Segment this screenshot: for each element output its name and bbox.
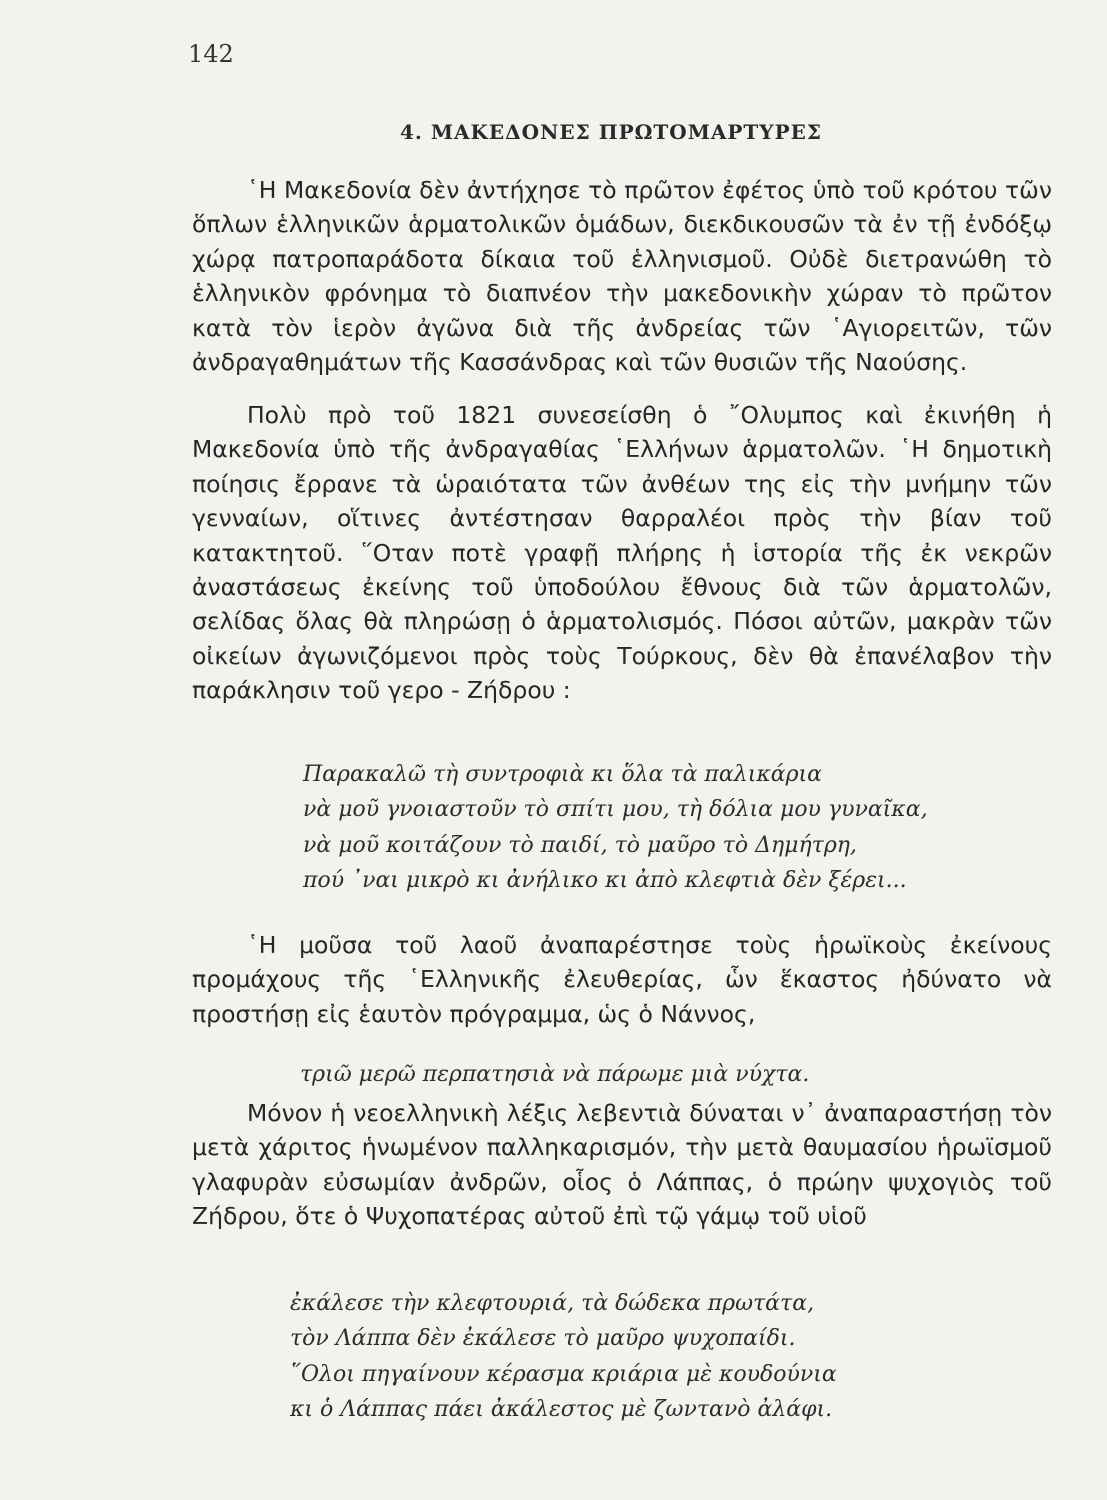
verse-line: ἐκάλεσε τὴν κλεφτουριά, τὰ δώδεκα πρωτάτα, <box>290 1291 815 1316</box>
chapter-heading: 4. ΜΑΚΕΔΟΝΕΣ ΠΡΩΤΟΜΑΡΤΥΡΕΣ <box>400 120 823 144</box>
paragraph: Πολὺ πρὸ τοῦ 1821 συνεσείσθη ὁ ῎Ολυμπος καὶ ἐκινήθη ἡ Μακεδονία ὑπὸ τῆς ἀνδραγαθίας ῾Ελλήνων ἁρματολῶν. ῾Η δημοτικὴ ποίησις ἔρρανε τὰ ὡραιότατα τῶν ἀνθέων της εἰς τὴν μνήμην τῶν γενναίων, οἵτινες ἀντέστησαν θαρραλέοι πρὸς τὴν βίαν τοῦ κατακτητοῦ. ῞Οταν ποτὲ γραφῇ πλήρης ἡ ἱστορία τῆς ἐκ νεκρῶν ἀναστάσεως ἐκείνης τοῦ ὑποδούλου ἔθνους διὰ τῶν ἁρματολῶν, σελίδας ὅλας θὰ πληρώσῃ ὁ ἁρματολισμός. Πόσοι αὐτῶν, μακρὰν τῶν οἰκείων ἀγωνιζόμενοι πρὸς τοὺς Τούρκους, δὲν θὰ ἐπανέλαβον τὴν παράκλησιν τοῦ γερο - Ζήδρου : <box>192 401 1052 705</box>
paragraph-1-block <box>192 173 1052 379</box>
verse-zidros <box>303 757 928 898</box>
paragraph-4-block <box>192 1096 1052 1234</box>
verse-line: νὰ μοῦ κοιτάζουν τὸ παιδί, τὸ μαῦρο τὸ Δημήτρη, <box>303 832 857 858</box>
paragraph-2-block <box>192 398 1052 708</box>
verse-lappas <box>290 1286 837 1427</box>
verse-line: κι ὁ Λάππας πάει ἀκάλεστος μὲ ζωντανὸ ἀλάφι. <box>290 1396 833 1422</box>
verse-line: Παρακαλῶ τὴ συντροφιὰ κι ὅλα τὰ παλικάρια <box>303 762 823 787</box>
paragraph: ῾Η μοῦσα τοῦ λαοῦ ἀναπαρέστησε τοὺς ἡρωϊκοὺς ἐκείνους προμάχους τῆς ῾Ελληνικῆς ἐλευθερίας, ὧν ἕκαστος ἠδύνατο νὰ προστήσῃ εἰς ἑαυτὸν πρόγραμμα, ὡς ὁ Νάννος, <box>192 931 1052 1028</box>
verse-line: νὰ μοῦ γνοιαστοῦν τὸ σπίτι μου, τὴ δόλια μου γυναῖκα, <box>303 797 928 823</box>
verse-line: πού ᾽ναι μικρὸ κι ἀνήλικο κι ἀπὸ κλεφτιὰ δὲν ξέρει... <box>303 867 907 893</box>
paragraph-3-block <box>192 928 1052 1031</box>
paragraph: ῾Η Μακεδονία δὲν ἀντήχησε τὸ πρῶτον ἐφέτος ὑπὸ τοῦ κρότου τῶν ὅπλων ἑλληνικῶν ἁρματολικῶν ὁμάδων, διεκδικουσῶν τὰ ἐν τῇ ἐνδόξῳ χώρᾳ πατροπαράδοτα δίκαια τοῦ ἑλληνισμοῦ. Οὐδὲ διετρανώθη τὸ ἑλληνικὸν φρόνημα τὸ διαπνέον τὴν μακεδονικὴν χώραν τὸ πρῶτον κατὰ τὸν ἱερὸν ἀγῶνα διὰ τῆς ἀνδρείας τῶν ῾Αγιορειτῶν, τῶν ἀνδραγαθημάτων τῆς Κασσάνδρας καὶ τῶν θυσιῶν τῆς Ναούσης. <box>192 176 1052 377</box>
verse-line: ῞Ολοι πηγαίνουν κέρασμα κριάρια μὲ κουδούνια <box>290 1361 837 1387</box>
verse-line: τὸν Λάππα δὲν ἐκάλεσε τὸ μαῦρο ψυχοπαίδι. <box>290 1326 796 1352</box>
paragraph: Μόνον ἡ νεοελληνικὴ λέξις λεβεντιὰ δύναται ν᾽ ἀναπαραστήσῃ τὸν μετὰ χάριτος ἡνωμένον παλληκαρισμόν, τὴν μετὰ θαυμασίου ἡρωϊσμοῦ γλαφυρὰν εὐσωμίαν ἀνδρῶν, οἷος ὁ Λάππας, ὁ πρώην ψυχογιὸς τοῦ Ζήδρου, ὅτε ὁ Ψυχοπατέρας αὐτοῦ ἐπὶ τῷ γάμῳ τοῦ υἱοῦ <box>192 1099 1052 1231</box>
page-number: 142 <box>188 40 234 68</box>
verse-line: τριῶ μερῶ περπατησιὰ νὰ πάρωμε μιὰ νύχτα. <box>300 1062 810 1087</box>
verse-nannos <box>300 1057 809 1092</box>
